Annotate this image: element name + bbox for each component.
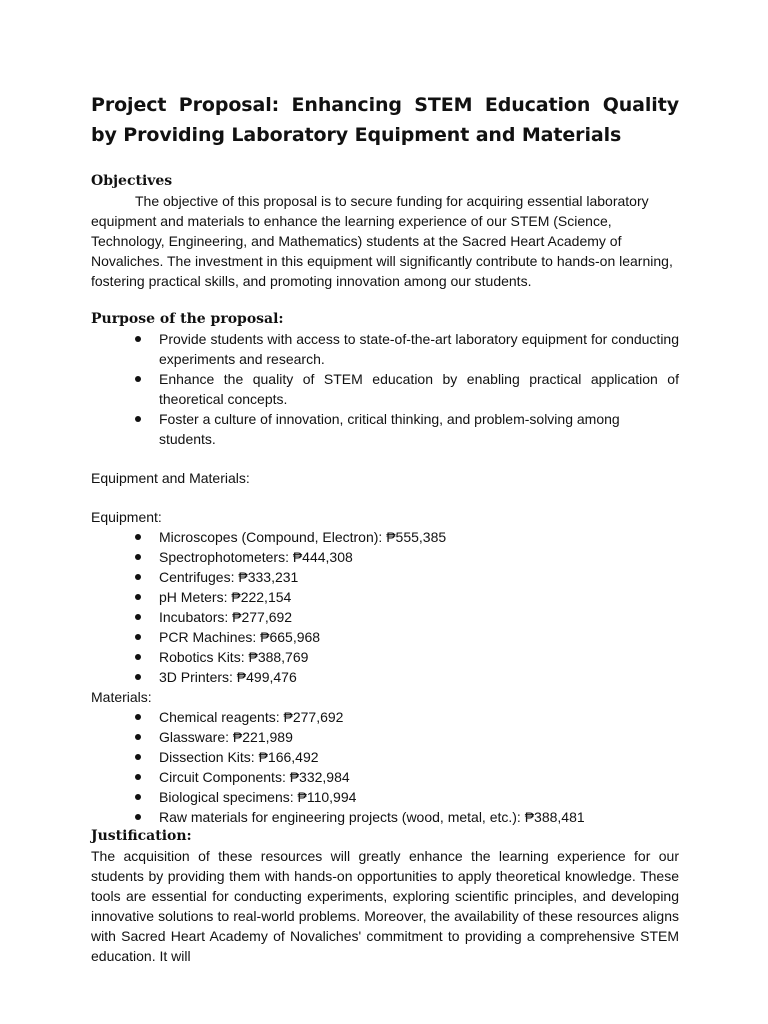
- equipment-item-text: pH Meters: ₱222,154: [159, 589, 292, 605]
- bullet-icon: [135, 614, 141, 620]
- bullet-icon: [135, 534, 141, 540]
- document-title: Project Proposal: Enhancing STEM Education Quality by Providing Laboratory Equipment and Materials: [91, 94, 679, 146]
- equipment-item-text: 3D Printers: ₱499,476: [159, 669, 297, 685]
- purpose-list: [91, 329, 679, 449]
- bullet-icon: [135, 814, 141, 820]
- materials-item-text: Circuit Components: ₱332,984: [159, 769, 350, 785]
- list-item: [135, 647, 679, 667]
- list-item: [135, 787, 679, 807]
- objectives-heading: Objectives: [91, 173, 173, 189]
- equipment-list: [91, 527, 679, 687]
- bullet-icon: [135, 734, 141, 740]
- materials-item-text: Glassware: ₱221,989: [159, 729, 293, 745]
- equipment-label: Equipment:: [91, 509, 162, 525]
- materials-item-text: Dissection Kits: ₱166,492: [159, 749, 319, 765]
- bullet-icon: [135, 714, 141, 720]
- list-item: [135, 527, 679, 547]
- purpose-item-text: Provide students with access to state-of-the-art laboratory equipment for conducting experiments and research.: [159, 331, 679, 367]
- list-item: [135, 547, 679, 567]
- list-item: [135, 667, 679, 687]
- bullet-icon: [135, 336, 141, 342]
- bullet-icon: [135, 654, 141, 660]
- materials-item-text: Biological specimens: ₱110,994: [159, 789, 357, 805]
- bullet-icon: [135, 794, 141, 800]
- bullet-icon: [135, 634, 141, 640]
- purpose-heading: Purpose of the proposal:: [91, 311, 284, 327]
- purpose-item-text: Enhance the quality of STEM education by enabling practical application of theoretical concepts.: [159, 371, 679, 407]
- spacer: [91, 449, 679, 468]
- equipment-item-text: Microscopes (Compound, Electron): ₱555,385: [159, 529, 447, 545]
- materials-item-text: Chemical reagents: ₱277,692: [159, 709, 344, 725]
- materials-item-text: Raw materials for engineering projects (wood, metal, etc.): ₱388,481: [159, 809, 585, 825]
- bullet-icon: [135, 774, 141, 780]
- justification-paragraph: The acquisition of these resources will greatly enhance the learning experience for our students by providing them with hands-on opportunities to apply theoretical knowledge. These tools are essential for conducting experiments, exploring scientific principles, and developing innovative solutions to real-world problems. Moreover, the availability of these resources aligns with Sacred Heart Academy of Novaliches' commitment to providing a comprehensive STEM education. It will: [91, 848, 679, 964]
- equipment-materials-label: Equipment and Materials:: [91, 470, 250, 486]
- bullet-icon: [135, 554, 141, 560]
- bullet-icon: [135, 574, 141, 580]
- document-page: [91, 90, 679, 966]
- bullet-icon: [135, 594, 141, 600]
- list-item: [135, 727, 679, 747]
- list-item: [135, 607, 679, 627]
- list-item: [135, 807, 679, 827]
- materials-list: [91, 707, 679, 827]
- purpose-item-text: Foster a culture of innovation, critical thinking, and problem-solving among students.: [159, 411, 620, 447]
- equipment-item-text: Centrifuges: ₱333,231: [159, 569, 299, 585]
- spacer: [91, 488, 679, 507]
- list-item: [135, 747, 679, 767]
- objectives-paragraph: The objective of this proposal is to secure funding for acquiring essential laboratory equipment and materials to enhance the learning experience of our STEM (Science, Technology, Engineering, and Mathematics) students at the Sacred Heart Academy of Novaliches. The investment in this equipment will significantly contribute to hands-on learning, fostering practical skills, and promoting innovation among our students.: [91, 193, 673, 289]
- equipment-item-text: Robotics Kits: ₱388,769: [159, 649, 309, 665]
- spacer: [91, 291, 679, 310]
- list-item: [135, 369, 679, 409]
- bullet-icon: [135, 416, 141, 422]
- list-item: [135, 767, 679, 787]
- list-item: [135, 627, 679, 647]
- equipment-item-text: PCR Machines: ₱665,968: [159, 629, 321, 645]
- equipment-item-text: Incubators: ₱277,692: [159, 609, 293, 625]
- list-item: [135, 587, 679, 607]
- list-item: [135, 567, 679, 587]
- justification-heading: Justification:: [91, 828, 192, 844]
- bullet-icon: [135, 674, 141, 680]
- equipment-item-text: Spectrophotometers: ₱444,308: [159, 549, 353, 565]
- materials-label: Materials:: [91, 689, 152, 705]
- list-item: [135, 707, 679, 727]
- bullet-icon: [135, 754, 141, 760]
- list-item: [135, 409, 679, 449]
- bullet-icon: [135, 376, 141, 382]
- list-item: [135, 329, 679, 369]
